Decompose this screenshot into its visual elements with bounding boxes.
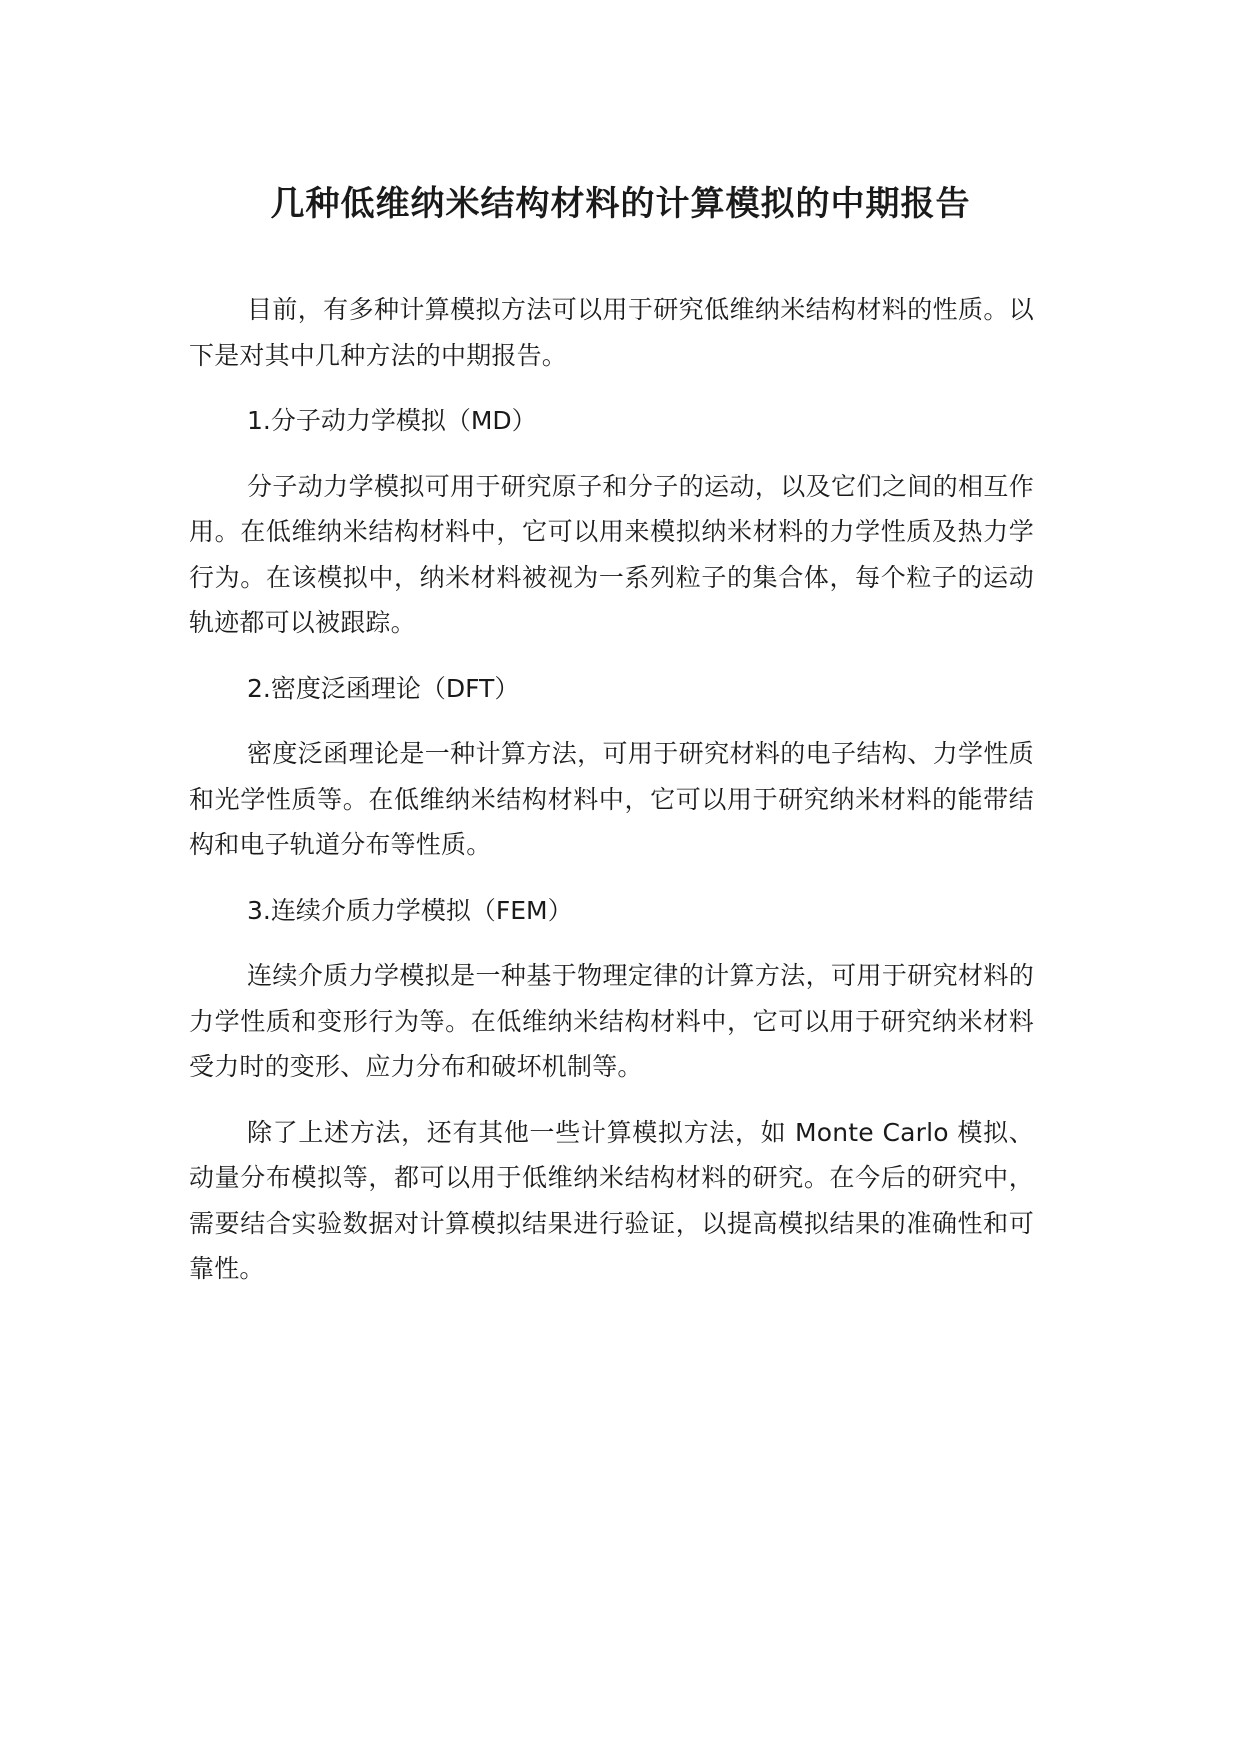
section-body-fem: 连续介质力学模拟是一种基于物理定律的计算方法，可用于研究材料的力学性质和变形行为等。在低维纳米结构材料中，它可以用于研究纳米材料受力时的变形、应力分布和破坏机制等。 [189, 961, 1034, 1081]
section-body-md: 分子动力学模拟可用于研究原子和分子的运动，以及它们之间的相互作用。在低维纳米结构材料中，它可以用来模拟纳米材料的力学性质及热力学行为。在该模拟中，纳米材料被视为一系列粒子的集合体，每个粒子的运动轨迹都可以被跟踪。 [189, 471, 1034, 637]
document-title: 几种低维纳米结构材料的计算模拟的中期报告 [270, 184, 971, 224]
document-body [189, 287, 1034, 1312]
section-body-dft: 密度泛函理论是一种计算方法，可用于研究材料的电子结构、力学性质和光学性质等。在低维纳米结构材料中，它可以用于研究纳米材料的能带结构和电子轨道分布等性质。 [189, 739, 1034, 859]
section-heading-dft: 2.密度泛函理论（DFT） [247, 673, 520, 703]
conclusion-paragraph: 除了上述方法，还有其他一些计算模拟方法，如 Monte Carlo 模拟、动量分布模拟等，都可以用于低维纳米结构材料的研究。在今后的研究中，需要结合实验数据对计算模拟结果进行验证，以提高模拟结果的准确性和可靠性。 [189, 1117, 1034, 1283]
section-heading-fem: 3.连续介质力学模拟（FEM） [247, 895, 573, 925]
intro-paragraph: 目前，有多种计算模拟方法可以用于研究低维纳米结构材料的性质。以下是对其中几种方法的中期报告。 [189, 295, 1034, 370]
section-heading-md: 1.分子动力学模拟（MD） [247, 406, 537, 435]
